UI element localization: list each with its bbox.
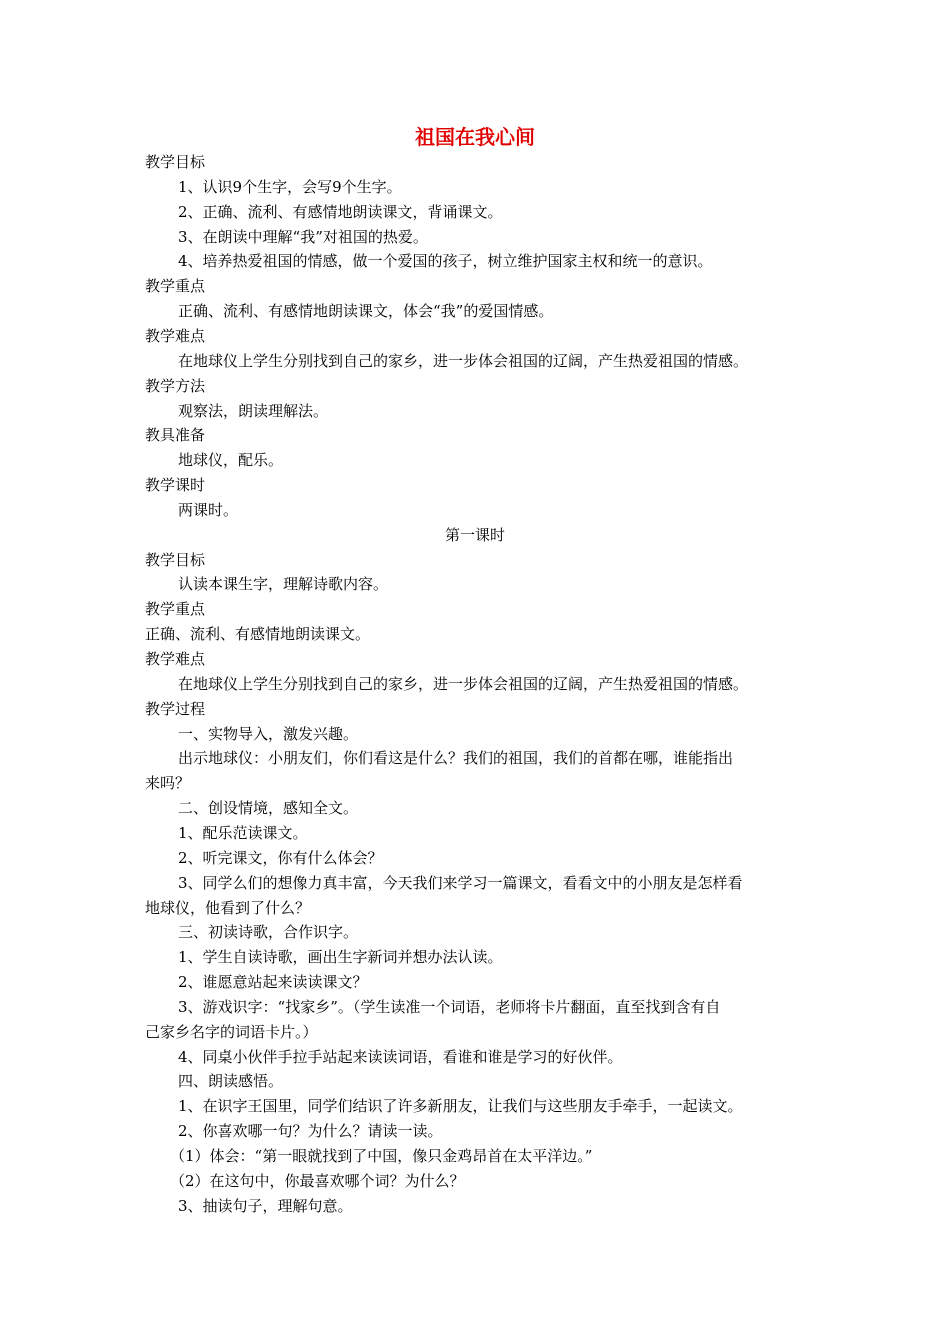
paragraph-text: 在地球仪上学生分别找到自己的家乡，进一步体会祖国的辽阔，产生热爱祖国的情感。 bbox=[178, 674, 749, 693]
text-line bbox=[0, 249, 950, 274]
section-heading: 教学重点 bbox=[145, 600, 206, 619]
text-line bbox=[0, 349, 950, 374]
text-line bbox=[0, 200, 950, 225]
section-heading: 教具准备 bbox=[145, 426, 206, 445]
text-line bbox=[0, 423, 950, 448]
text-line bbox=[0, 175, 950, 200]
paragraph-text: 三、初读诗歌，合作识字。 bbox=[178, 923, 359, 942]
paragraph-text: 1、认识9个生字，会写9个生字。 bbox=[178, 177, 402, 196]
section-heading: 教学难点 bbox=[145, 650, 206, 668]
section-heading: 教学过程 bbox=[145, 699, 206, 718]
text-line bbox=[0, 523, 950, 548]
paragraph-text: 一、实物导入，激发兴趣。 bbox=[178, 724, 359, 743]
text-line bbox=[0, 1045, 950, 1070]
text-line bbox=[0, 548, 950, 573]
text-line bbox=[0, 374, 950, 399]
paragraph-text: 认读本课生字，理解诗歌内容。 bbox=[178, 575, 389, 594]
section-heading: 教学方法 bbox=[145, 376, 206, 395]
text-line bbox=[0, 448, 950, 473]
text-line bbox=[0, 299, 950, 324]
text-line bbox=[0, 647, 950, 672]
text-line bbox=[0, 1144, 950, 1169]
text-line bbox=[0, 1069, 950, 1094]
section-heading: 教学课时 bbox=[145, 476, 206, 495]
paragraph-text: 1、在识字王国里，同学们结识了许多新朋友，让我们与这些朋友手牵手，一起读文。 bbox=[178, 1097, 743, 1116]
paragraph-text: 四、朗读感悟。 bbox=[178, 1072, 284, 1091]
text-line bbox=[0, 896, 950, 921]
paragraph-text: 2、听完课文，你有什么体会？ bbox=[178, 848, 383, 867]
paragraph-text: 3、同学么们的想像力真丰富，今天我们来学习一篇课文，看看文中的小朋友是怎样看 bbox=[178, 873, 743, 892]
text-line bbox=[0, 1020, 950, 1045]
text-line bbox=[0, 920, 950, 945]
paragraph-text: 来吗？ bbox=[145, 774, 191, 793]
paragraph-text: 1、配乐范读课文。 bbox=[178, 823, 308, 842]
paragraph-text: 4、培养热爱祖国的情感，做一个爱国的孩子，树立维护国家主权和统一的意识。 bbox=[178, 252, 713, 271]
text-line bbox=[0, 399, 950, 424]
paragraph-text: 3、抽读句子，理解句意。 bbox=[178, 1196, 353, 1215]
text-line bbox=[0, 1194, 950, 1219]
paragraph-text: 地球仪，配乐。 bbox=[178, 451, 284, 470]
section-heading: 第一课时 bbox=[444, 525, 505, 544]
text-line bbox=[0, 945, 950, 970]
paragraph-text: 出示地球仪：小朋友们，你们看这是什么？我们的祖国，我们的首都在哪，谁能指出 bbox=[178, 749, 734, 768]
paragraph-text: 己家乡名字的词语卡片。） bbox=[145, 1022, 318, 1041]
section-heading: 教学重点 bbox=[145, 277, 206, 296]
text-line bbox=[0, 771, 950, 796]
paragraph-text: 在地球仪上学生分别找到自己的家乡，进一步体会祖国的辽阔，产生热爱祖国的情感。 bbox=[178, 351, 749, 370]
text-line bbox=[0, 473, 950, 498]
text-line bbox=[0, 746, 950, 771]
text-line bbox=[0, 697, 950, 722]
text-line bbox=[0, 846, 950, 871]
text-line bbox=[0, 821, 950, 846]
paragraph-text: 二、创设情境，感知全文。 bbox=[178, 799, 359, 818]
paragraph-text: 观察法，朗读理解法。 bbox=[178, 401, 329, 420]
section-heading: 教学目标 bbox=[145, 153, 206, 171]
text-line bbox=[0, 672, 950, 697]
text-line bbox=[0, 498, 950, 523]
text-line bbox=[0, 572, 950, 597]
text-line bbox=[0, 1119, 950, 1144]
paragraph-text: 1、学生自读诗歌，画出生字新词并想办法认读。 bbox=[178, 948, 503, 967]
paragraph-text: 两课时。 bbox=[178, 500, 239, 519]
text-line bbox=[0, 597, 950, 622]
text-line bbox=[0, 722, 950, 747]
text-line bbox=[0, 622, 950, 647]
paragraph-text: 4、同桌小伙伴手拉手站起来读读词语，看谁和谁是学习的好伙伴。 bbox=[178, 1047, 623, 1066]
section-heading: 教学难点 bbox=[145, 326, 206, 345]
paragraph-text: 2、正确、流利、有感情地朗读课文，背诵课文。 bbox=[178, 202, 503, 221]
text-line bbox=[0, 995, 950, 1020]
text-line bbox=[0, 225, 950, 250]
document-title: 祖国在我心间 bbox=[415, 125, 535, 149]
paragraph-text: 正确、流利、有感情地朗读课文。 bbox=[145, 625, 371, 644]
paragraph-text: 3、游戏识字：“找家乡”。（学生读准一个词语，老师将卡片翻面，直至找到含有自 bbox=[178, 997, 721, 1016]
paragraph-text: 3、在朗读中理解“我”对祖国的热爱。 bbox=[178, 227, 428, 246]
paragraph-text: 正确、流利、有感情地朗读课文，体会“我”的爱国情感。 bbox=[178, 302, 554, 321]
text-line bbox=[0, 1094, 950, 1119]
paragraph-text: （1）体会：“第一眼就找到了中国，像只金鸡昂首在太平洋边。” bbox=[170, 1147, 593, 1165]
paragraph-text: 2、你喜欢哪一句？为什么？请读一读。 bbox=[178, 1122, 443, 1141]
text-line bbox=[0, 324, 950, 349]
text-line bbox=[0, 871, 950, 896]
paragraph-text: 地球仪，他看到了什么？ bbox=[145, 898, 311, 917]
text-line bbox=[0, 1169, 950, 1194]
text-line bbox=[0, 796, 950, 821]
text-line bbox=[0, 274, 950, 299]
paragraph-text: 2、谁愿意站起来读读课文？ bbox=[178, 973, 368, 992]
text-line bbox=[0, 970, 950, 995]
paragraph-text: （2）在这句中，你最喜欢哪个词？为什么？ bbox=[170, 1171, 465, 1190]
text-line bbox=[0, 150, 950, 175]
section-heading: 教学目标 bbox=[145, 550, 206, 569]
